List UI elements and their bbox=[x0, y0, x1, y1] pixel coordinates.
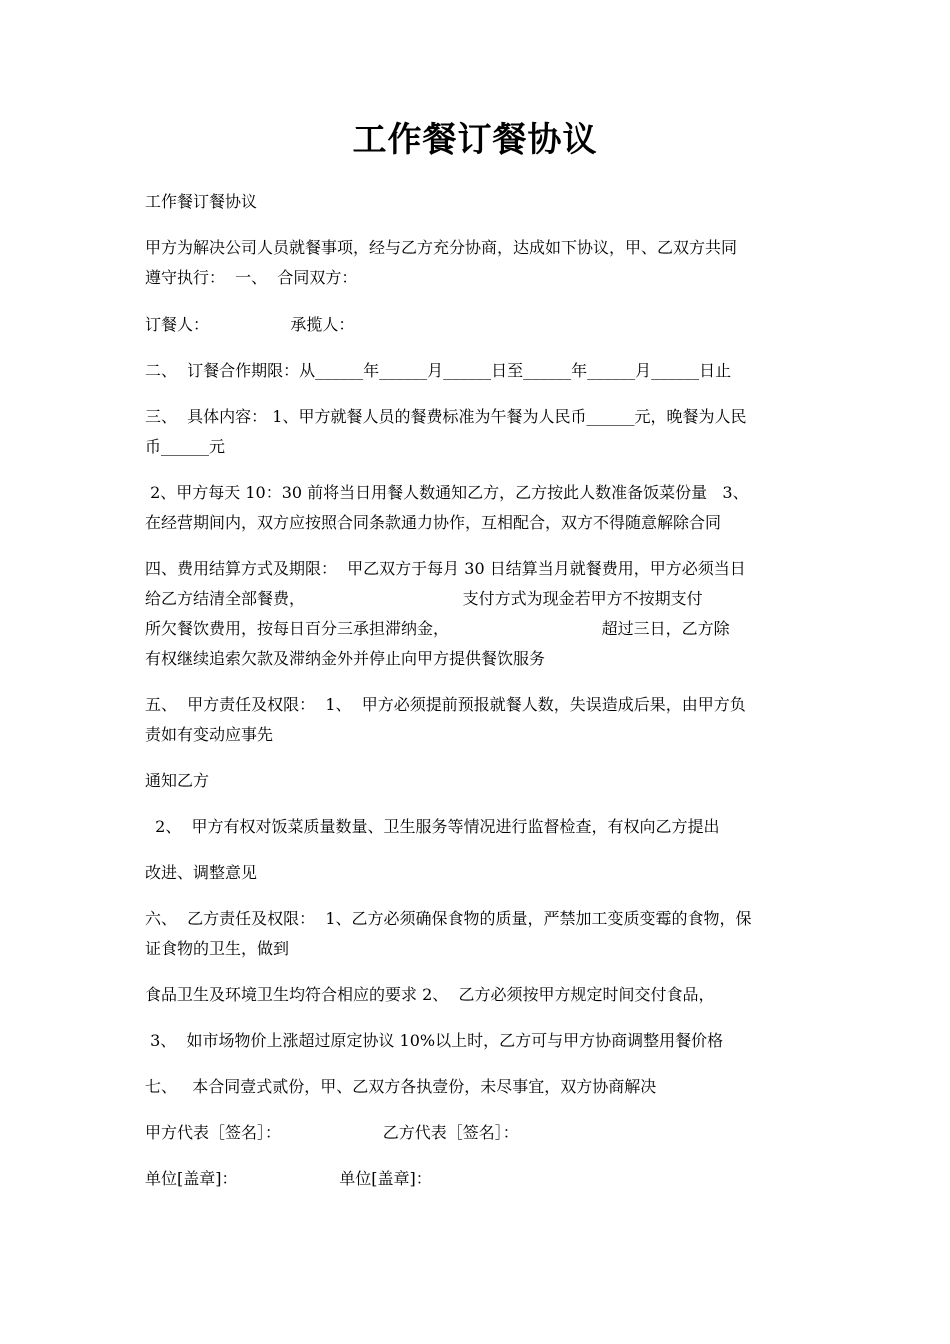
content-line-1: 三、 具体内容： 1、甲方就餐人员的餐费标准为午餐为人民币______元，晚餐为人民 bbox=[145, 407, 747, 426]
party-b-duty-line-3: 食品卫生及环境卫生均符合相应的要求 2、 乙方必须按甲方规定时间交付食品， bbox=[145, 985, 715, 1004]
preamble-line-1: 甲方为解决公司人员就餐事项，经与乙方充分协商，达成如下协议，甲、乙双方共同 bbox=[145, 238, 738, 257]
preamble-line-2: 遵守执行： 一、 合同双方： bbox=[145, 268, 358, 287]
payment-line-4: 有权继续追索欠款及滞纳金外并停止向甲方提供餐饮服务 bbox=[145, 649, 546, 668]
party-b-duty-line-2: 证食物的卫生，做到 bbox=[145, 939, 290, 958]
parties-line: 订餐人： 承揽人： bbox=[145, 315, 355, 334]
party-a-duty-line-2: 责如有变动应事先 bbox=[145, 725, 274, 744]
copies-line: 七、 本合同壹式贰份，甲、乙双方各执壹份，未尽事宜，双方协商解决 bbox=[145, 1077, 657, 1096]
party-b-duty-line-1: 六、 乙方责任及权限： 1、乙方必须确保食物的质量，严禁加工变质变霉的食物，保 bbox=[145, 909, 752, 928]
content-line-2: 币______元 bbox=[145, 437, 226, 456]
seal-line: 单位[盖章]： 单位[盖章]： bbox=[145, 1169, 432, 1188]
party-a-duty-line-1: 五、 甲方责任及权限： 1、 甲方必须提前预报就餐人数，失误造成后果，由甲方负 bbox=[145, 695, 746, 714]
party-b-duty-line-4: 3、 如市场物价上涨超过原定协议 10%以上时，乙方可与甲方协商调整用餐价格 bbox=[145, 1031, 724, 1050]
party-a-duty-line-4: 2、 甲方有权对饭菜质量数量、卫生服务等情况进行监督检查，有权向乙方提出 bbox=[145, 817, 720, 836]
subtitle-line: 工作餐订餐协议 bbox=[145, 192, 258, 211]
document-title: 工作餐订餐协议 bbox=[352, 120, 598, 160]
payment-line-3: 所欠餐饮费用，按每日百分三承担滞纳金， 超过三日，乙方除 bbox=[145, 619, 730, 638]
term-line: 二、 订餐合作期限：从______年______月______日至______年______月______日止 bbox=[145, 361, 732, 380]
payment-line-1: 四、费用结算方式及期限： 甲乙双方于每月 30 日结算当月就餐费用，甲方必须当日 bbox=[145, 559, 746, 578]
payment-line-2: 给乙方结清全部餐费， 支付方式为现金若甲方不按期支付 bbox=[145, 589, 703, 608]
party-a-duty-line-3: 通知乙方 bbox=[145, 771, 210, 790]
content-line-4: 在经营期间内，双方应按照合同条款通力协作，互相配合，双方不得随意解除合同 bbox=[145, 513, 722, 532]
content-line-3: 2、甲方每天 10：30 前将当日用餐人数通知乙方，乙方按此人数准备饭菜份量 3、 bbox=[145, 483, 749, 502]
party-a-duty-line-5: 改进、调整意见 bbox=[145, 863, 258, 882]
signature-line: 甲方代表［签名］： 乙方代表［签名］： bbox=[145, 1123, 519, 1142]
